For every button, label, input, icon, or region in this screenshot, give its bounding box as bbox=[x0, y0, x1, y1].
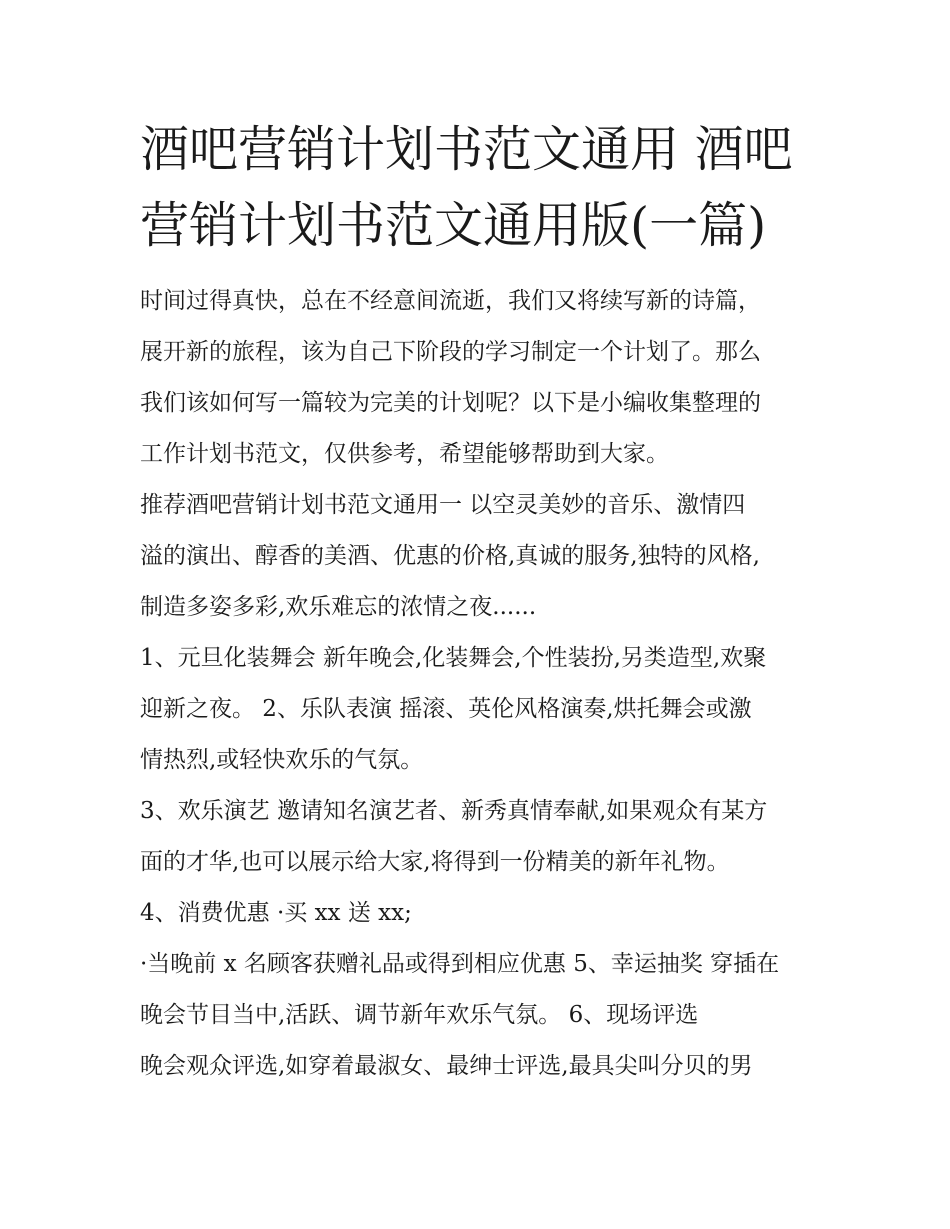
body-line-11: 3、欢乐演艺 邀请知名演艺者、新秀真情奉献,如果观众有某方 bbox=[140, 798, 768, 824]
body-line-3: 我们该如何写一篇较为完美的计划呢？以下是小编收集整理的 bbox=[140, 390, 761, 416]
body-line-15: 晚会节目当中,活跃、调节新年欢乐气氛。 6、现场评选 bbox=[140, 1002, 699, 1028]
body-line-2: 展开新的旅程，该为自己下阶段的学习制定一个计划了。那么 bbox=[140, 339, 761, 365]
title-line-1: 酒吧营销计划书范文通用 酒吧 bbox=[140, 121, 793, 178]
document-title bbox=[140, 112, 820, 264]
title-line-2: 营销计划书范文通用版(一篇) bbox=[140, 197, 767, 254]
document-body bbox=[140, 276, 820, 1092]
body-line-1: 时间过得真快，总在不经意间流逝，我们又将续写新的诗篇， bbox=[140, 288, 761, 314]
body-line-5: 推荐酒吧营销计划书范文通用一 以空灵美妙的音乐、激情四 bbox=[140, 492, 746, 518]
body-line-10: 情热烈,或轻快欢乐的气氛。 bbox=[140, 747, 424, 773]
body-line-14: ·当晚前 x 名顾客获赠礼品或得到相应优惠 5、幸运抽奖 穿插在 bbox=[140, 951, 780, 977]
body-line-8: 1、元旦化装舞会 新年晚会,化装舞会,个性装扮,另类造型,欢聚 bbox=[140, 645, 767, 671]
body-line-6: 溢的演出、醇香的美酒、优惠的价格,真诚的服务,独特的风格, bbox=[140, 543, 760, 569]
body-line-12: 面的才华,也可以展示给大家,将得到一份精美的新年礼物。 bbox=[140, 849, 730, 875]
document-page bbox=[140, 112, 820, 1092]
body-line-7: 制造多姿多彩,欢乐难忘的浓情之夜...... bbox=[140, 594, 537, 620]
body-line-16: 晚会观众评选,如穿着最淑女、最绅士评选,最具尖叫分贝的男 bbox=[140, 1053, 753, 1079]
body-line-4: 工作计划书范文，仅供参考，希望能够帮助到大家。 bbox=[140, 441, 669, 467]
body-line-13: 4、消费优惠 ·买 xx 送 xx; bbox=[140, 900, 412, 926]
body-line-9: 迎新之夜。 2、乐队表演 摇滚、英伦风格演奏,烘托舞会或激 bbox=[140, 696, 752, 722]
